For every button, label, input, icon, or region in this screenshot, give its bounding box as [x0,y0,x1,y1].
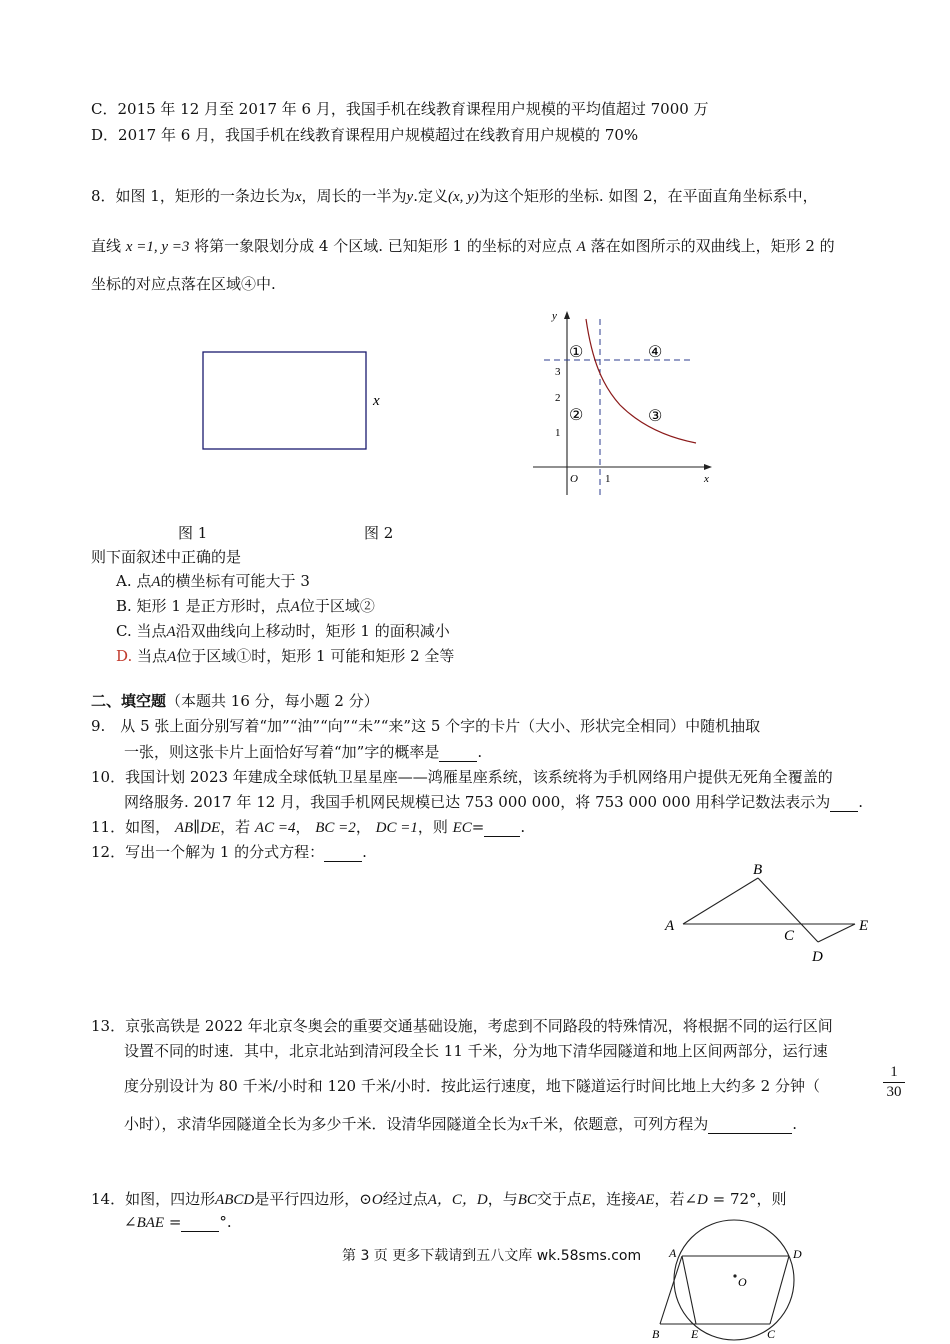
q7-option-d: D．2017 年 6 月，我国手机在线教育课程用户规模超过在线教育用户规模的 70% [91,126,639,144]
point-e-label: E [691,1327,699,1341]
q9-line2: 一张，则这张卡片上面恰好写着“加”字的概率是 . [124,743,483,761]
y-axis-arrow [564,311,570,319]
circle-o [674,1220,794,1340]
segment-ab [660,1256,682,1324]
segment-de [818,924,855,942]
y-axis-label: y [552,310,557,322]
q13-line3: 度分别设计为 80 千米/小时和 120 千米/小时．按此运行速度，地下隧道运行时间比地上大约多 2 分钟（ [124,1077,820,1095]
point-d-label: D [812,949,823,965]
y-tick-2: 2 [555,392,561,404]
q14-line1: 14．如图，四边形ABCD是平行四边形，⊙O经过点A，C，D，与BC交于点E，连接AE，若∠D = 72°，则 [91,1190,787,1208]
point-a-label: A [669,1246,677,1260]
center-point [733,1274,736,1277]
figure1-rectangle [195,345,395,457]
q8-option-a: A. 点A的横坐标有可能大于 3 [116,572,310,590]
q8-line3: 坐标的对应点落在区域④中. [91,275,276,293]
q8-line2: 直线 x =1, y =3 将第一象限划分成 4 个区域. 已知矩形 1 的坐标的对应点 A 落在如图所示的双曲线上，矩形 2 的 [91,237,835,255]
point-c-label: C [767,1327,776,1341]
y-tick-3: 3 [555,366,561,378]
figure1-caption: 图 1 [178,524,208,542]
q10-line2: 网络服务. 2017 年 12 月，我国手机网民规模已达 753 000 000，将 753 000 000 用科学记数法表示为 . [124,793,864,811]
region-4-label: ④ [648,344,663,361]
q10-line1: 10．我国计划 2023 年建成全球低轨卫星星座——鸿雁星座系统，该系统将为手机网络用户提供无死角全覆盖的 [91,768,833,786]
q13-line4: 小时），求清华园隧道全长为多少千米．设清华园隧道全长为x千米，依题意，可列方程为 . [124,1115,797,1133]
q8-option-c: C. 当点A沿双曲线向上移动时，矩形 1 的面积减小 [116,622,450,640]
rectangle-side-label: x [373,393,380,409]
q11-line: 11．如图， AB∥DE，若 AC =4， BC =2， DC =1，则 EC= . [91,818,526,836]
x-tick-1: 1 [605,473,611,485]
y-tick-1: 1 [555,427,561,439]
x-axis-label: x [704,473,709,485]
q9-line1: 9. 从 5 张上面分别写着“加”“油”“向”“未”“来”这 5 个字的卡片（大小、形状完全相同）中随机抽取 [91,717,761,735]
fraction-denominator: 30 [883,1082,905,1102]
q7-option-c: C．2015 年 12 月至 2017 年 6 月，我国手机在线教育课程用户规模的平均值超过 7000 万 [91,100,709,118]
segment-dc [770,1256,789,1324]
point-d-label: D [793,1247,802,1261]
rectangle-shape [203,352,366,449]
hyperbola-curve [586,319,696,443]
region-2-label: ② [569,407,584,424]
q8-line1: 8．如图 1，矩形的一条边长为x，周长的一半为y.定义(x, y)为这个矩形的坐标. 如图 2，在平面直角坐标系中， [91,187,818,205]
q8-question: 则下面叙述中正确的是 [91,548,242,566]
figure2-graph [530,305,720,500]
q14-figure [648,1212,808,1344]
q11-figure [660,856,880,968]
segment-ab [683,878,758,924]
point-o-label: O [738,1275,747,1289]
q13-line2: 设置不同的时速．其中，北京北站到清河段全长 11 千米，分为地下清华园隧道和地上区间两部分，运行速 [124,1042,828,1060]
figure2-caption: 图 2 [364,524,394,542]
q14-line2: ∠BAE = °. [124,1213,232,1231]
q13-fraction [883,1063,905,1102]
origin-label: O [570,473,578,485]
section2-heading: 二、填空题（本题共 16 分，每小题 2 分） [91,692,379,710]
point-b-label: B [753,862,763,878]
fraction-numerator: 1 [890,1064,898,1080]
q13-line1: 13．京张高铁是 2022 年北京冬奥会的重要交通基础设施，考虑到不同路段的特殊情况，将根据不同的运行区间 [91,1017,833,1035]
q12-line: 12．写出一个解为 1 的分式方程： . [91,843,367,861]
region-1-label: ① [569,344,584,361]
point-c-label: C [784,928,795,944]
page-footer: 第 3 页 更多下载请到五八文库 wk.58sms.com [342,1248,642,1264]
q8-option-d: D. 当点A位于区域①时，矩形 1 可能和矩形 2 全等 [116,647,455,665]
x-axis-arrow [704,464,712,470]
point-b-label: B [652,1327,660,1341]
point-e-label: E [859,918,869,934]
point-a-label: A [665,918,675,934]
region-3-label: ③ [648,408,663,425]
q8-option-b: B. 矩形 1 是正方形时，点A位于区域② [116,597,375,615]
